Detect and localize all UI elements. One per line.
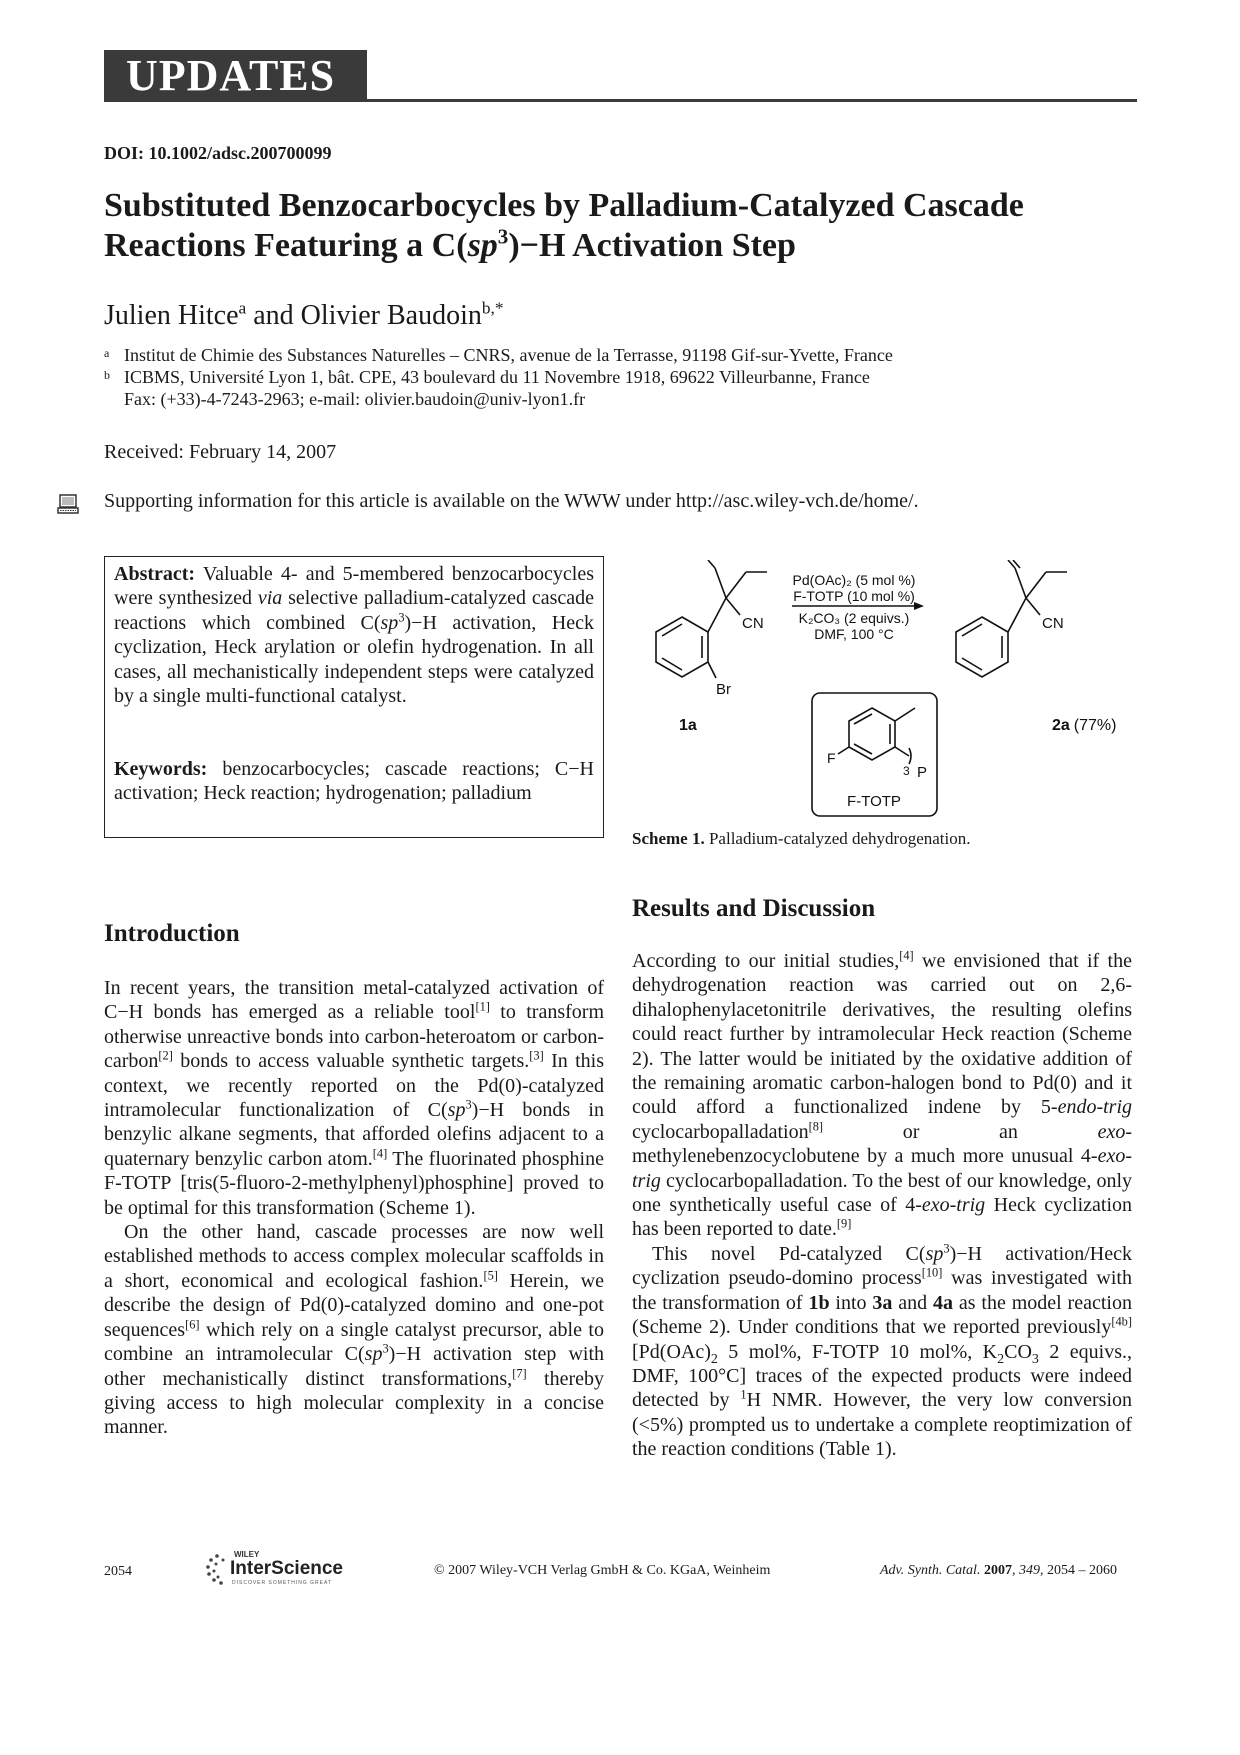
compound-4a: 4a	[933, 1291, 954, 1314]
results-text: cyclocarbopalladation	[632, 1120, 809, 1143]
subscript: 2	[997, 1351, 1005, 1367]
section-banner	[104, 50, 367, 102]
ligand-p-label: P	[917, 764, 928, 781]
ligand-name: F-TOTP	[847, 793, 901, 810]
copyright: © 2007 Wiley-VCH Verlag GmbH & Co. KGaA, Weinheim	[434, 1563, 771, 1578]
condition-base: K₂CO₃ (2 equivs.)	[798, 610, 910, 626]
affiliation-contact	[104, 388, 585, 410]
superscript: 1	[740, 1387, 747, 1402]
br-label: Br	[716, 681, 731, 698]
ref: [8]	[808, 1119, 824, 1134]
abstract-t2: selective palladium-catalyzed cascade reactions which combined C(	[114, 587, 594, 634]
logo-tagline: DISCOVER SOMETHING GREAT	[232, 1580, 333, 1586]
abstract-t1: Valuable 4- and 5-membered benzocarbocycles were synthesized	[114, 563, 594, 610]
results-text: 2 equivs., DMF, 100°C] traces of the expected products were indeed detected by	[632, 1340, 1132, 1412]
title-text: Reactions Featuring a C(	[104, 227, 468, 264]
ref: [6]	[185, 1317, 200, 1332]
affil-text: Institut de Chimie des Substances Naturelles – CNRS, avenue de la Terrasse, 91198 Gif-sur-Yvette, France	[124, 345, 893, 365]
journal-pages: , 2054 – 2060	[1039, 1563, 1117, 1578]
abstract-t3: )−H activation, Heck cyclization, Heck arylation or olefin hydrogenation. In all cases, all mechanistically independent steps were catalyzed by a single multi-functional catalyst.	[114, 611, 595, 708]
results-text: and	[892, 1291, 934, 1314]
intro-paragraph-2	[104, 1220, 604, 1440]
label-2a-id: 2a	[1052, 717, 1070, 734]
ref: [10]	[921, 1265, 943, 1280]
results-text: )−H activation/Heck cyclization pseudo-domino process	[632, 1242, 1132, 1290]
keywords-label: Keywords:	[114, 758, 208, 780]
section-label: UPDATES	[126, 51, 336, 100]
label-1a: 1a	[679, 717, 697, 734]
results-sp: sp	[925, 1242, 944, 1265]
ligand-f-label: F	[827, 750, 836, 766]
intro-text: )−H bonds in benzylic alkane segments, that afforded olefins adjacent to a quaternary benzylic carbon atom.	[104, 1099, 604, 1170]
results-text: into	[829, 1291, 873, 1314]
intro-sp: sp	[447, 1099, 466, 1122]
intro-text: In recent years, the transition metal-catalyzed activation of C−H bonds has emerged as a reliable tool	[104, 977, 604, 1024]
yield: (77%)	[1073, 717, 1117, 734]
doi: DOI: 10.1002/adsc.200700099	[104, 143, 332, 163]
author-1-affil: a	[238, 298, 247, 318]
abstract-sp: sp	[380, 611, 399, 634]
abstract-text	[114, 562, 594, 708]
compound-3a: 3a	[872, 1291, 893, 1314]
abstract-via: via	[257, 587, 283, 610]
scheme-caption	[632, 829, 971, 849]
authors	[104, 300, 504, 332]
cn-label-left: CN	[742, 615, 764, 632]
intro-text: to transform otherwise unreactive bonds into carbon-heteroatom or carbon-carbon	[104, 1001, 605, 1073]
affil-text: Fax: (+33)-4-7243-2963; e-mail: olivier.baudoin@univ-lyon1.fr	[124, 389, 586, 409]
intro-text: which rely on a single catalyst precursor, able to combine an intramolecular C(	[104, 1318, 604, 1366]
abstract-sup: 3	[398, 610, 405, 625]
affiliation-b	[104, 366, 870, 388]
received-date: Received: February 14, 2007	[104, 441, 337, 463]
results-text: was investigated with the transformation of	[632, 1267, 1132, 1314]
cn-label-right: CN	[1042, 615, 1064, 632]
results-sup: 3	[943, 1241, 950, 1256]
intro-text: In this context, we recently reported on the Pd(0)-catalyzed intramolecular functionalization of C(	[104, 1050, 604, 1122]
condition-ligand: F-TOTP (10 mol %)	[793, 588, 915, 604]
results-column	[632, 949, 1132, 1462]
intro-paragraph-1	[104, 976, 604, 1220]
affil-letter: b	[104, 368, 110, 382]
arrow-head	[914, 602, 924, 610]
intro-text: Herein, we describe the design of Pd(0)-catalyzed domino and one-pot sequences	[104, 1269, 604, 1341]
keywords-text: benzocarbocycles; cascade reactions; C−H activation; Heck reaction; hydrogenation; palladium	[114, 758, 594, 805]
results-text: as the model reaction (Scheme 2). Under conditions that we reported previously	[632, 1291, 1132, 1339]
keywords	[114, 757, 594, 806]
header-rule	[367, 99, 1137, 102]
intro-heading: Introduction	[104, 920, 240, 947]
journal-citation: Adv. Synth. Catal. 2007, 349, 2054 – 2060	[880, 1563, 1117, 1578]
results-text: This novel Pd-catalyzed C(	[652, 1242, 926, 1265]
intro-text: )−H activation step with other mechanistically distinct transformations,	[104, 1343, 604, 1390]
results-text: H NMR. However, the very low conversion (<5%) prompted us to undertake a complete reoptimization of the reaction conditions (Table 1).	[632, 1389, 1132, 1461]
logo-wiley: WILEY	[234, 1550, 260, 1559]
ref: [4b]	[1111, 1314, 1132, 1329]
ligand-structure	[838, 708, 915, 764]
results-paragraph-2	[632, 1242, 1132, 1462]
intro-sp: sp	[364, 1343, 383, 1366]
intro-sup: 3	[382, 1341, 389, 1356]
journal-volume: 349	[1018, 1563, 1040, 1578]
intro-column	[104, 976, 604, 1440]
author-2-affil: b,*	[481, 298, 504, 318]
condition-solvent: DMF, 100 °C	[814, 626, 894, 642]
affil-letter: a	[104, 346, 110, 360]
ref: [4]	[372, 1146, 388, 1161]
title-line-2	[104, 226, 1154, 266]
condition-catalyst: Pd(OAc)₂ (5 mol %)	[792, 572, 916, 588]
ref: [5]	[483, 1268, 498, 1283]
ref: [2]	[158, 1048, 173, 1063]
title-text-end: )−H Activation Step	[508, 227, 796, 264]
results-text: cyclocarbopalladation. To the best of our knowledge, only one synthetically useful case of 4-	[632, 1169, 1132, 1217]
intro-text: The fluorinated phosphine F-TOTP [tris(5-fluoro-2-methylphenyl)phosphine] proved to be optimal for this transformation (Scheme 1).	[104, 1147, 604, 1219]
label-2a	[1052, 717, 1116, 734]
results-text: or an	[823, 1120, 1098, 1143]
results-text: 5 mol%, F-TOTP 10 mol%, K	[717, 1340, 998, 1363]
results-text: According to our initial studies,	[632, 950, 900, 972]
results-paragraph-1	[632, 949, 1132, 1242]
intro-text: On the other hand, cascade processes are now well established methods to access complex molecular scaffolds in a short, economical and ecological fashion.	[104, 1221, 604, 1292]
intro-text: thereby giving access to high molecular complexity in a concise manner.	[104, 1367, 604, 1439]
logo-interscience: InterScience	[230, 1558, 343, 1579]
title-line-1: Substituted Benzocarbocycles by Palladium-Catalyzed Cascade	[104, 187, 1024, 224]
results-text: Heck cyclization has been reported to date.	[632, 1194, 1132, 1241]
results-text: [Pd(OAc)	[632, 1340, 711, 1363]
abstract-label: Abstract:	[114, 563, 196, 585]
supporting-info: Supporting information for this article is available on the WWW under http://asc.wiley-vch.de/home/.	[104, 490, 919, 512]
title-sup: 3	[497, 224, 509, 249]
title-sp: sp	[467, 227, 498, 264]
author-1: Julien Hitce	[104, 300, 239, 331]
results-italic: endo-trig	[1057, 1096, 1132, 1119]
affil-text: ICBMS, Université Lyon 1, bât. CPE, 43 boulevard du 11 Novembre 1918, 69622 Villeurbanne, France	[124, 367, 870, 387]
journal-year: 2007	[983, 1563, 1012, 1578]
intro-sup: 3	[465, 1097, 472, 1112]
ref: [7]	[512, 1365, 527, 1380]
intro-text: bonds to access valuable synthetic targets.	[172, 1050, 530, 1073]
ref: [1]	[475, 999, 490, 1014]
article-title	[104, 186, 1154, 266]
results-italic: exo-trig	[921, 1194, 986, 1217]
results-text: CO	[1004, 1340, 1032, 1363]
results-text: -methylenebenzocyclobutene by a much more unusual 4-	[632, 1120, 1132, 1168]
subscript: 3	[1031, 1351, 1039, 1367]
results-heading: Results and Discussion	[632, 895, 876, 922]
page-number: 2054	[104, 1564, 132, 1579]
ref: [9]	[836, 1216, 852, 1231]
ligand-subscript-3: 3	[903, 764, 910, 778]
affiliation-a	[104, 344, 893, 366]
author-2: and Olivier Baudoin	[253, 300, 482, 331]
scheme-caption-label: Scheme 1.	[632, 829, 705, 848]
results-italic: exo-trig	[632, 1145, 1132, 1192]
scheme-1	[632, 560, 1132, 822]
computer-icon	[57, 493, 79, 515]
ref: [4]	[899, 948, 914, 963]
results-text: we envisioned that if the dehydrogenation reaction was carried out on 2,6-dihalophenylacetonitrile derivatives, the resulting olefins could react further by intramolecular Heck reaction (Scheme 2). The latter would be initiated by the oxidative addition of the remaining aromatic carbon-halogen bond to Pd(0) and it could afford a functionalized indene by 5-	[632, 950, 1132, 1119]
results-italic: exo	[1097, 1120, 1126, 1143]
compound-1b: 1b	[808, 1291, 830, 1314]
interscience-logo	[202, 1548, 372, 1588]
subscript: 2	[710, 1351, 718, 1367]
journal-name: Adv. Synth. Catal.	[880, 1563, 981, 1578]
scheme-caption-text: Palladium-catalyzed dehydrogenation.	[704, 829, 971, 848]
ref: [3]	[529, 1048, 544, 1063]
